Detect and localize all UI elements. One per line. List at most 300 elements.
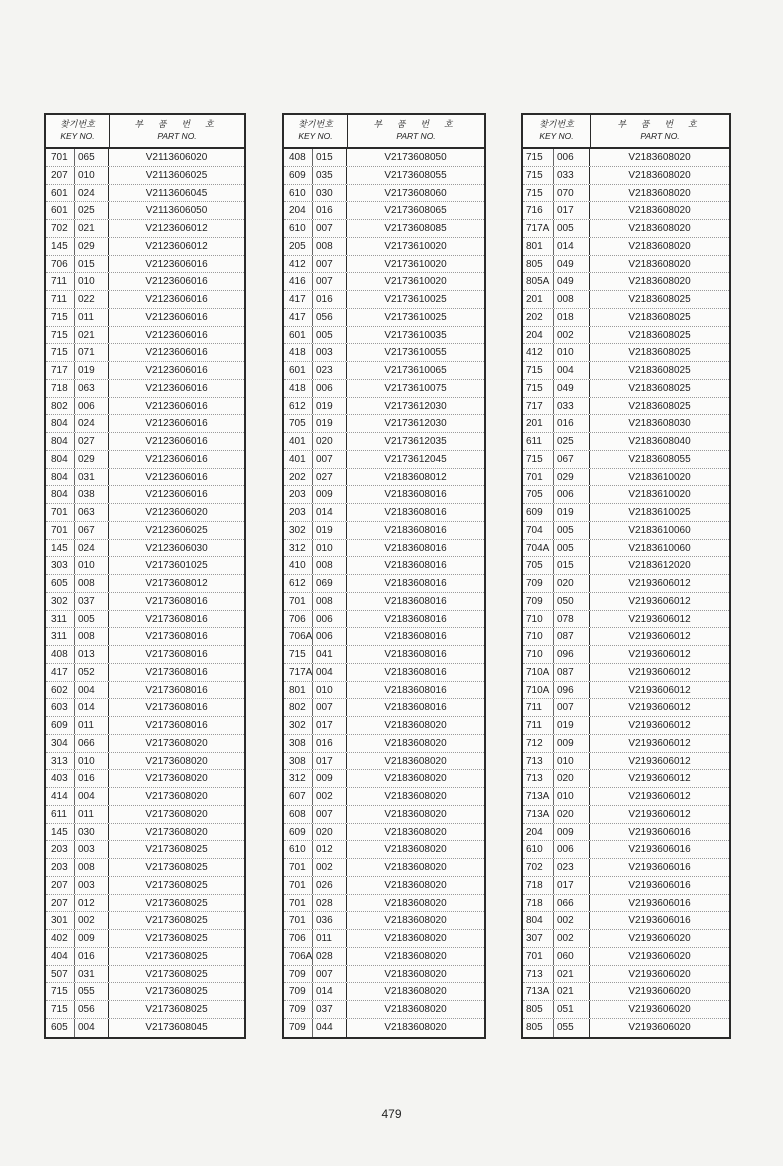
key-no-group-cell: 804 <box>46 469 75 486</box>
table-row <box>523 540 729 558</box>
key-no-item-cell: 024 <box>75 185 109 202</box>
key-no-group-cell: 713 <box>523 966 554 983</box>
parts-table-3 <box>521 113 731 1039</box>
key-no-group-cell: 706 <box>284 611 313 628</box>
table-row <box>523 1001 729 1019</box>
part-no-cell: V2173608020 <box>145 808 208 820</box>
part-no-cell: V2183608020 <box>384 1004 447 1015</box>
key-no-item-cell: 016 <box>75 770 109 787</box>
key-no-item-cell: 028 <box>313 948 347 965</box>
part-no-cell: V2183608025 <box>628 365 691 376</box>
key-no-group-cell: 710 <box>523 611 554 628</box>
key-no-item-cell: 007 <box>313 273 347 290</box>
table-row <box>46 646 244 664</box>
table-row <box>523 646 729 664</box>
key-no-group-cell: 805 <box>523 1019 554 1037</box>
part-no-cell: V2193606020 <box>628 968 691 980</box>
part-no-cell: V2193606020 <box>628 1004 691 1015</box>
table-row <box>284 256 484 274</box>
key-no-item-cell: 026 <box>313 877 347 894</box>
table-row <box>284 362 484 380</box>
key-no-item-cell: 011 <box>75 717 109 734</box>
key-no-group-cell: 702 <box>46 220 75 237</box>
table-row <box>46 1001 244 1019</box>
key-no-item-cell: 005 <box>75 611 109 628</box>
part-no-cell: V2193606020 <box>628 986 691 998</box>
table-row <box>523 398 729 416</box>
part-no-cell: V2173612035 <box>384 436 447 447</box>
table-row <box>284 185 484 203</box>
key-no-group-cell: 711 <box>46 291 75 308</box>
table-row <box>523 486 729 504</box>
key-no-group-cell: 705 <box>523 486 554 503</box>
key-no-group-cell: 416 <box>284 273 313 290</box>
table-row <box>46 788 244 806</box>
key-no-group-cell: 715 <box>523 149 554 166</box>
part-no-cell: V2123606016 <box>145 347 208 359</box>
key-no-group-cell: 715 <box>523 167 554 184</box>
part-no-cell: V2123606016 <box>145 365 208 376</box>
table-row <box>284 664 484 682</box>
key-no-group-cell: 418 <box>284 380 313 397</box>
part-no-cell: V2173608020 <box>145 773 208 785</box>
key-no-group-cell: 717 <box>46 362 75 379</box>
key-no-group-cell: 709 <box>284 983 313 1000</box>
part-no-cell: V2183608016 <box>384 684 447 696</box>
key-no-group-cell: 706A <box>284 628 313 645</box>
key-no-item-cell: 002 <box>75 912 109 929</box>
part-no-cell: V2193606020 <box>628 933 691 944</box>
part-no-cell: V2183608020 <box>628 276 691 288</box>
key-no-item-cell: 019 <box>313 398 347 415</box>
key-no-item-cell: 024 <box>75 415 109 432</box>
key-no-group-cell: 711 <box>46 273 75 290</box>
part-no-cell: V2183608016 <box>384 666 447 678</box>
key-no-group-cell: 805 <box>523 1001 554 1018</box>
key-no-group-cell: 412 <box>284 256 313 273</box>
key-no-group-cell: 804 <box>46 486 75 503</box>
table-row <box>284 859 484 877</box>
key-no-group-cell: 201 <box>523 415 554 432</box>
key-no-group-cell: 701 <box>284 912 313 929</box>
key-no-item-cell: 049 <box>554 256 590 273</box>
key-no-item-cell: 015 <box>313 149 347 166</box>
key-no-item-cell: 020 <box>313 824 347 841</box>
key-no-group-cell: 713A <box>523 806 554 823</box>
part-no-cell: V2193606012 <box>628 595 691 607</box>
table-row <box>284 202 484 220</box>
key-no-item-cell: 017 <box>313 753 347 770</box>
part-no-cell: V2183608016 <box>384 613 447 625</box>
table-row <box>46 291 244 309</box>
part-no-header-en: PART NO. <box>640 131 680 141</box>
key-no-item-cell: 035 <box>313 167 347 184</box>
key-no-group-cell: 701 <box>523 469 554 486</box>
key-no-item-cell: 006 <box>75 398 109 415</box>
key-no-group-cell: 706 <box>46 256 75 273</box>
page-number: 479 <box>381 1107 402 1121</box>
key-no-group-cell: 609 <box>284 824 313 841</box>
key-no-item-cell: 023 <box>313 362 347 379</box>
table-row <box>284 380 484 398</box>
part-no-header-en: PART NO. <box>157 131 197 141</box>
key-no-group-cell: 408 <box>46 646 75 663</box>
key-no-group-cell: 308 <box>284 735 313 752</box>
part-no-cell: V2193606012 <box>628 631 691 643</box>
key-no-item-cell: 010 <box>75 167 109 184</box>
key-no-item-cell: 009 <box>554 735 590 752</box>
key-no-item-cell: 014 <box>313 983 347 1000</box>
key-no-item-cell: 010 <box>75 273 109 290</box>
part-no-cell: V2173608016 <box>145 666 208 678</box>
table-body <box>284 149 484 1037</box>
part-no-cell: V2183608020 <box>384 915 447 927</box>
part-no-cell: V2173608016 <box>145 702 208 714</box>
key-no-group-cell: 704A <box>523 540 554 557</box>
table-row <box>523 824 729 842</box>
key-no-group-cell: 804 <box>46 451 75 468</box>
key-no-item-cell: 014 <box>554 238 590 255</box>
part-no-cell: V2173610035 <box>384 329 447 341</box>
table-row <box>523 788 729 806</box>
key-no-group-cell: 801 <box>284 682 313 699</box>
table-row <box>523 895 729 913</box>
part-no-cell: V2193606012 <box>628 808 691 820</box>
part-no-cell: V2183608020 <box>384 862 447 873</box>
parts-table-2 <box>282 113 486 1039</box>
key-no-item-cell: 021 <box>554 983 590 1000</box>
key-no-item-cell: 007 <box>313 256 347 273</box>
table-row <box>46 575 244 593</box>
key-no-group-cell: 718 <box>523 895 554 912</box>
key-no-item-cell: 004 <box>75 682 109 699</box>
key-no-item-cell: 070 <box>554 185 590 202</box>
key-no-group-cell: 701 <box>46 149 75 166</box>
key-no-group-cell: 417 <box>284 309 313 326</box>
part-no-cell: V2173608016 <box>145 649 208 660</box>
part-no-cell: V2193606016 <box>628 844 691 856</box>
key-no-item-cell: 019 <box>313 415 347 432</box>
part-no-cell: V2173610025 <box>384 311 447 323</box>
part-no-cell: V2173608025 <box>145 915 208 927</box>
key-no-group-cell: 313 <box>46 753 75 770</box>
part-no-cell: V2173608085 <box>384 223 447 234</box>
key-no-group-cell: 610 <box>284 185 313 202</box>
part-no-cell: V2123606025 <box>145 524 208 536</box>
key-no-group-cell: 805 <box>523 256 554 273</box>
key-no-group-cell: 303 <box>46 557 75 574</box>
key-no-group-cell: 609 <box>523 504 554 521</box>
key-no-group-cell: 611 <box>46 806 75 823</box>
table-row <box>523 593 729 611</box>
key-no-item-cell: 006 <box>554 841 590 858</box>
table-row <box>523 202 729 220</box>
part-no-cell: V2183608016 <box>384 578 447 589</box>
key-no-header-en: KEY NO. <box>298 131 333 141</box>
key-no-group-cell: 302 <box>46 593 75 610</box>
table-row <box>523 682 729 700</box>
key-no-group-cell: 401 <box>284 451 313 468</box>
table-row <box>284 398 484 416</box>
part-no-cell: V2173608020 <box>145 826 208 838</box>
table-row <box>284 770 484 788</box>
key-no-item-cell: 003 <box>75 841 109 858</box>
key-no-group-cell: 802 <box>284 699 313 716</box>
part-no-cell: V2173610020 <box>384 258 447 270</box>
key-no-item-cell: 009 <box>313 770 347 787</box>
table-row <box>46 185 244 203</box>
table-row <box>523 948 729 966</box>
key-no-group-cell: 713 <box>523 770 554 787</box>
part-no-cell: V2183608025 <box>628 311 691 323</box>
key-no-item-cell: 063 <box>75 504 109 521</box>
table-row <box>46 256 244 274</box>
part-no-header <box>110 115 244 147</box>
part-no-cell: V2123606016 <box>145 329 208 341</box>
key-no-group-cell: 715 <box>46 344 75 361</box>
key-no-header-ko: 찾기번호 <box>60 120 95 130</box>
table-row <box>523 149 729 167</box>
table-row <box>523 451 729 469</box>
part-no-cell: V2173608020 <box>145 755 208 767</box>
key-no-item-cell: 060 <box>554 948 590 965</box>
key-no-item-cell: 004 <box>75 788 109 805</box>
part-no-cell: V2173610020 <box>384 240 447 252</box>
part-no-cell: V2183610060 <box>628 524 691 536</box>
key-no-group-cell: 145 <box>46 540 75 557</box>
key-no-item-cell: 071 <box>75 344 109 361</box>
key-no-item-cell: 096 <box>554 682 590 699</box>
key-no-group-cell: 610 <box>523 841 554 858</box>
table-row <box>284 433 484 451</box>
key-no-item-cell: 017 <box>554 877 590 894</box>
table-row <box>46 540 244 558</box>
key-no-item-cell: 010 <box>554 344 590 361</box>
part-no-cell: V2173608016 <box>145 631 208 643</box>
table-row <box>284 149 484 167</box>
key-no-group-cell: 709 <box>284 1019 313 1037</box>
table-row <box>46 806 244 824</box>
key-no-item-cell: 010 <box>313 682 347 699</box>
table-row <box>284 540 484 558</box>
table-row <box>46 451 244 469</box>
part-no-cell: V2183608020 <box>628 205 691 217</box>
key-no-item-cell: 069 <box>313 575 347 592</box>
table-row <box>46 912 244 930</box>
key-no-item-cell: 022 <box>75 291 109 308</box>
part-no-cell: V2123606016 <box>145 471 208 483</box>
table-row <box>46 593 244 611</box>
table-row <box>46 611 244 629</box>
key-no-group-cell: 145 <box>46 238 75 255</box>
table-row <box>523 344 729 362</box>
table-row <box>46 682 244 700</box>
part-no-cell: V2123606012 <box>145 223 208 234</box>
table-row <box>284 557 484 575</box>
key-no-item-cell: 063 <box>75 380 109 397</box>
table-row <box>284 841 484 859</box>
key-no-item-cell: 019 <box>313 522 347 539</box>
part-no-cell: V2173601025 <box>145 560 208 572</box>
key-no-item-cell: 044 <box>313 1019 347 1037</box>
part-no-cell: V2183608025 <box>628 294 691 305</box>
table-row <box>284 451 484 469</box>
key-no-item-cell: 010 <box>75 753 109 770</box>
key-no-item-cell: 029 <box>75 451 109 468</box>
table-row <box>46 877 244 895</box>
key-no-group-cell: 802 <box>46 398 75 415</box>
key-no-item-cell: 037 <box>75 593 109 610</box>
table-row <box>284 167 484 185</box>
part-no-cell: V2113606050 <box>145 205 208 217</box>
key-no-item-cell: 009 <box>75 930 109 947</box>
key-no-item-cell: 027 <box>75 433 109 450</box>
key-no-item-cell: 015 <box>75 256 109 273</box>
key-no-item-cell: 051 <box>554 1001 590 1018</box>
key-no-group-cell: 601 <box>284 362 313 379</box>
key-no-item-cell: 006 <box>554 486 590 503</box>
key-no-group-cell: 715 <box>523 451 554 468</box>
key-no-item-cell: 014 <box>75 699 109 716</box>
key-no-group-cell: 712 <box>523 735 554 752</box>
table-row <box>523 841 729 859</box>
table-row <box>284 1001 484 1019</box>
table-row <box>46 469 244 487</box>
part-no-cell: V2183608016 <box>384 631 447 643</box>
table-row <box>523 575 729 593</box>
part-no-cell: V2183608025 <box>628 347 691 359</box>
table-row <box>523 628 729 646</box>
key-no-item-cell: 010 <box>313 540 347 557</box>
table-row <box>523 664 729 682</box>
key-no-group-cell: 418 <box>284 344 313 361</box>
key-no-group-cell: 145 <box>46 824 75 841</box>
table-row <box>523 469 729 487</box>
key-no-group-cell: 302 <box>284 717 313 734</box>
key-no-item-cell: 010 <box>554 788 590 805</box>
key-no-group-cell: 607 <box>284 788 313 805</box>
key-no-group-cell: 717 <box>523 398 554 415</box>
key-no-group-cell: 402 <box>46 930 75 947</box>
key-no-item-cell: 033 <box>554 167 590 184</box>
key-no-group-cell: 713A <box>523 983 554 1000</box>
key-no-group-cell: 311 <box>46 628 75 645</box>
key-no-item-cell: 016 <box>313 202 347 219</box>
table-row <box>46 415 244 433</box>
part-no-cell: V2193606012 <box>628 702 691 714</box>
part-no-cell: V2123606016 <box>145 436 208 447</box>
key-no-group-cell: 705 <box>284 415 313 432</box>
key-no-group-cell: 302 <box>284 522 313 539</box>
table-row <box>523 433 729 451</box>
table-row <box>46 859 244 877</box>
part-no-cell: V2183608020 <box>384 826 447 838</box>
key-no-item-cell: 021 <box>554 966 590 983</box>
part-no-cell: V2193606012 <box>628 755 691 767</box>
key-no-item-cell: 007 <box>313 220 347 237</box>
key-no-group-cell: 601 <box>46 185 75 202</box>
key-no-header-ko: 찾기번호 <box>539 120 574 130</box>
key-no-item-cell: 002 <box>313 859 347 876</box>
key-no-group-cell: 307 <box>523 930 554 947</box>
table-row <box>284 309 484 327</box>
key-no-group-cell: 709 <box>523 593 554 610</box>
part-no-cell: V2173610020 <box>384 276 447 288</box>
key-no-group-cell: 602 <box>46 682 75 699</box>
key-no-item-cell: 016 <box>75 948 109 965</box>
key-no-group-cell: 717A <box>523 220 554 237</box>
table-row <box>523 717 729 735</box>
part-no-cell: V2183612020 <box>628 560 691 572</box>
part-no-cell: V2173608025 <box>145 897 208 909</box>
key-no-group-cell: 610 <box>284 841 313 858</box>
part-no-cell: V2173608016 <box>145 613 208 625</box>
key-no-item-cell: 049 <box>554 273 590 290</box>
part-no-cell: V2183608020 <box>628 169 691 181</box>
table-row <box>523 238 729 256</box>
key-no-item-cell: 007 <box>313 699 347 716</box>
key-no-header-en: KEY NO. <box>539 131 574 141</box>
part-no-cell: V2123606016 <box>145 311 208 323</box>
table-row <box>46 149 244 167</box>
key-no-group-cell: 716 <box>523 202 554 219</box>
part-no-cell: V2183608025 <box>628 329 691 341</box>
table-row <box>46 930 244 948</box>
table-row <box>523 699 729 717</box>
key-no-item-cell: 018 <box>554 309 590 326</box>
key-no-header-ko: 찾기번호 <box>298 120 333 130</box>
key-no-item-cell: 010 <box>554 753 590 770</box>
part-no-cell: V2173610075 <box>384 382 447 394</box>
key-no-item-cell: 033 <box>554 398 590 415</box>
key-no-group-cell: 715 <box>46 327 75 344</box>
key-no-group-cell: 308 <box>284 753 313 770</box>
key-no-group-cell: 203 <box>46 859 75 876</box>
table-row <box>46 948 244 966</box>
part-no-cell: V2193606016 <box>628 826 691 838</box>
key-no-item-cell: 031 <box>75 966 109 983</box>
key-no-item-cell: 011 <box>313 930 347 947</box>
table-row <box>284 575 484 593</box>
key-no-group-cell: 801 <box>523 238 554 255</box>
part-no-cell: V2173608055 <box>384 169 447 181</box>
key-no-group-cell: 605 <box>46 1019 75 1037</box>
part-no-cell: V2193606020 <box>628 950 691 962</box>
table-row <box>284 344 484 362</box>
key-no-group-cell: 704 <box>523 522 554 539</box>
part-no-cell: V2173612030 <box>384 400 447 412</box>
key-no-group-cell: 417 <box>284 291 313 308</box>
key-no-group-cell: 710A <box>523 664 554 681</box>
table-row <box>284 628 484 646</box>
part-no-cell: V2113606020 <box>145 152 208 163</box>
table-row <box>46 273 244 291</box>
key-no-group-cell: 713 <box>523 753 554 770</box>
table-row <box>523 753 729 771</box>
table-row <box>523 735 729 753</box>
key-no-item-cell: 008 <box>313 557 347 574</box>
key-no-item-cell: 002 <box>554 912 590 929</box>
key-no-group-cell: 507 <box>46 966 75 983</box>
table-row <box>284 966 484 984</box>
key-no-group-cell: 715 <box>284 646 313 663</box>
table-row <box>46 717 244 735</box>
key-no-item-cell: 015 <box>554 557 590 574</box>
key-no-item-cell: 007 <box>313 451 347 468</box>
part-no-cell: V2193606012 <box>628 666 691 678</box>
key-no-item-cell: 007 <box>313 806 347 823</box>
part-no-cell: V2193606020 <box>628 1021 691 1033</box>
